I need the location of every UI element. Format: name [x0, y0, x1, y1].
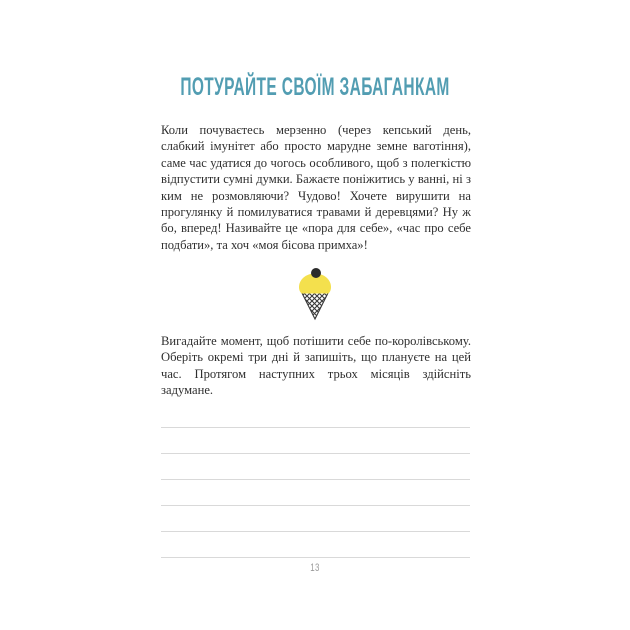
body-paragraph-prompt [161, 333, 471, 399]
cherry-shape [311, 268, 321, 278]
body-paragraph-intro [161, 122, 471, 253]
writing-line[interactable] [161, 505, 470, 506]
ice-cream-cone-icon [287, 266, 343, 322]
writing-line[interactable] [161, 427, 470, 428]
writing-line[interactable] [161, 453, 470, 454]
writing-lines-area[interactable] [161, 427, 470, 558]
paragraph-text: Коли почуваєтесь мерзенно (через кепський день, слабкий імунітет або просто марудне земне ваготіння), саме час удатися до чогось особливого, щоб з полегкістю відпустити сумні думки. Бажаєте поніжитись у ванні, ні з ким не розмовляючи? Чудово! Хочете вирушити на прогулянку й помилуватися травами й деревцями? Ну ж бо, вперед! Називайте це «пора для себе», «час про себе подбати», та хоч «моя бісова примха»! [161, 123, 471, 252]
writing-line[interactable] [161, 531, 470, 532]
page-title: ПОТУРАЙТЕ СВОЇМ ЗАБАГАНКАМ [180, 73, 450, 101]
page-number: 13 [310, 562, 320, 574]
ice-cream-illustration [287, 266, 343, 322]
writing-line[interactable] [161, 557, 470, 558]
paragraph-text: Вигадайте момент, щоб потішити себе по-королівському. Оберіть окремі три дні й запишіть, що плануєте на цей час. Протягом наступних трьох місяців здійсніть задумане. [161, 334, 471, 398]
writing-line[interactable] [161, 479, 470, 480]
cone-shape [301, 290, 330, 319]
